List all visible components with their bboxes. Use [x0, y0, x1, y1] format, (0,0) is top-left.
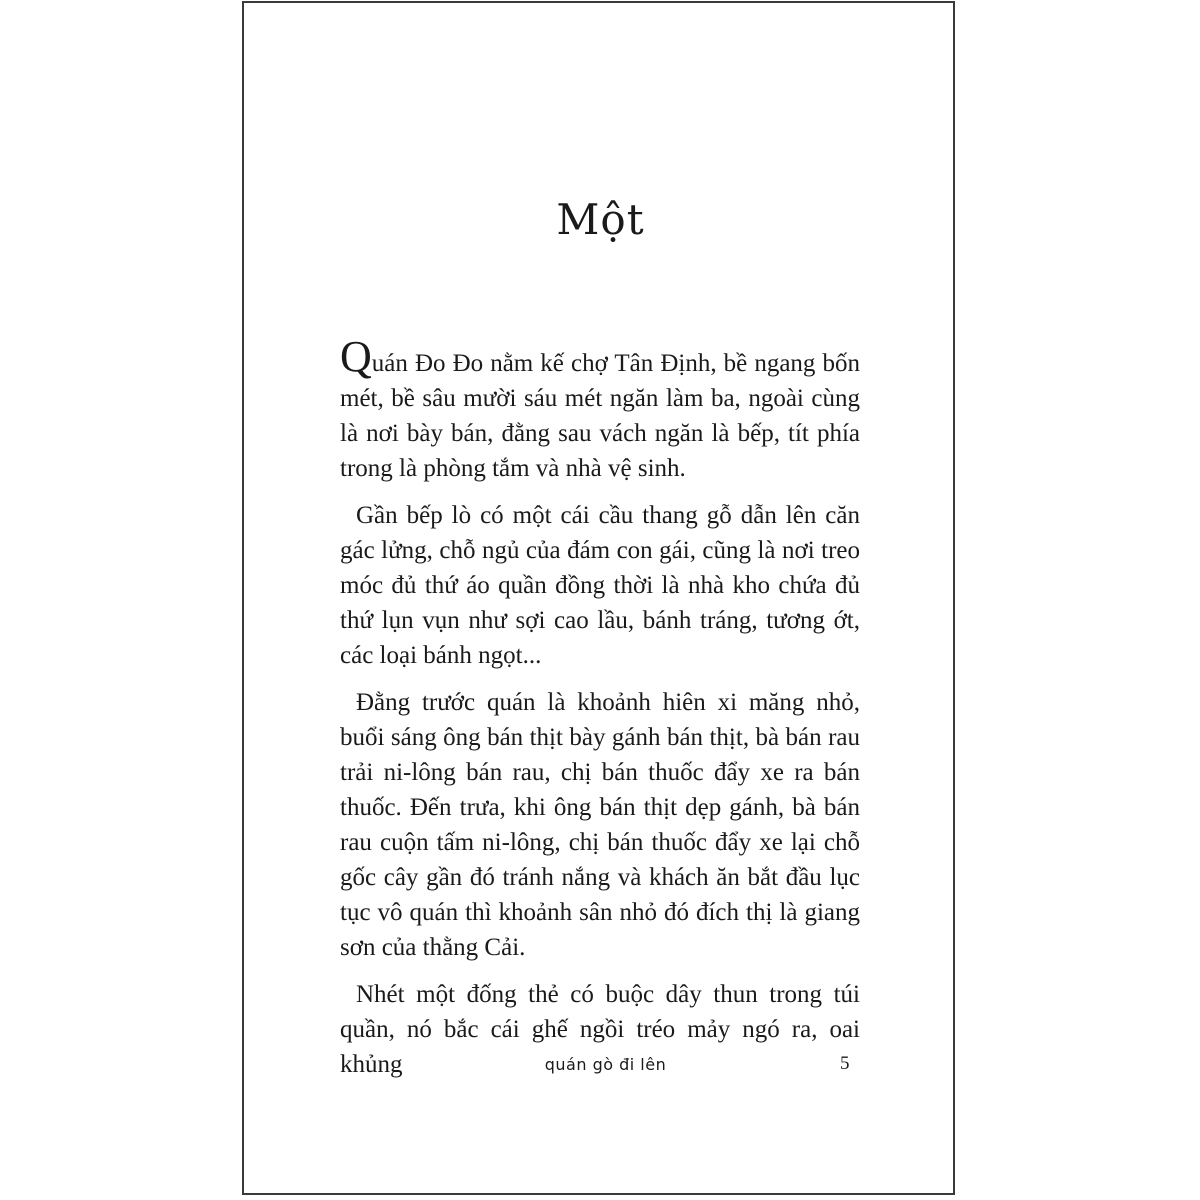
page-number: 5 [840, 1053, 850, 1074]
text-line: buổi sáng ông bán thịt bày gánh bán thịt, bà bán rau [340, 724, 860, 751]
text-line: các loại bánh ngọt... [340, 642, 542, 669]
text-line: Nhét một đống thẻ có buộc dây thun trong túi [356, 981, 860, 1008]
text-line: Đằng trước quán là khoảnh hiên xi măng nhỏ, [356, 689, 860, 716]
book-page [242, 1, 955, 1195]
body-text [340, 332, 860, 1094]
drop-cap: Q [340, 332, 372, 381]
text-line: móc đủ thứ áo quần đồng thời là nhà kho chứa đủ [340, 572, 860, 599]
text-line: thuốc. Đến trưa, khi ông bán thịt dẹp gánh, bà bán [340, 794, 860, 821]
text-line: là nơi bày bán, đằng sau vách ngăn là bếp, tít phía [340, 420, 860, 447]
text-line: gốc cây gần đó tránh nắng và khách ăn bắt đầu lục [340, 864, 860, 891]
text-line: trải ni-lông bán rau, chị bán thuốc đẩy xe ra bán [340, 759, 860, 786]
text-line: quần, nó bắc cái ghế ngồi tréo mảy ngó ra, oai khủng [340, 1016, 860, 1078]
text-line: tục vô quán thì khoảnh sân nhỏ đó đích thị là giang [340, 899, 860, 926]
paragraph-2 [340, 498, 860, 673]
running-footer-title: quán gò đi lên [544, 1055, 667, 1074]
text-line: rau cuộn tấm ni-lông, chị bán thuốc đẩy xe lại chỗ [340, 829, 860, 856]
text-line-content: uán Đo Đo nằm kế chợ Tân Định, bề ngang bốn [371, 350, 860, 377]
paragraph-3 [340, 685, 860, 965]
text-line: mét, bề sâu mười sáu mét ngăn làm ba, ngoài cùng [340, 385, 860, 412]
chapter-title: Một [556, 195, 645, 244]
paragraph-1 [340, 332, 860, 486]
text-line [340, 332, 860, 381]
text-line: gác lửng, chỗ ngủ của đám con gái, cũng là nơi treo [340, 537, 860, 564]
text-line: sơn của thằng Cải. [340, 934, 526, 961]
text-line: thứ lụn vụn như sợi cao lầu, bánh tráng, tương ớt, [340, 607, 860, 634]
text-line: trong là phòng tắm và nhà vệ sinh. [340, 455, 686, 482]
text-line: Gần bếp lò có một cái cầu thang gỗ dẫn lên căn [356, 502, 860, 529]
